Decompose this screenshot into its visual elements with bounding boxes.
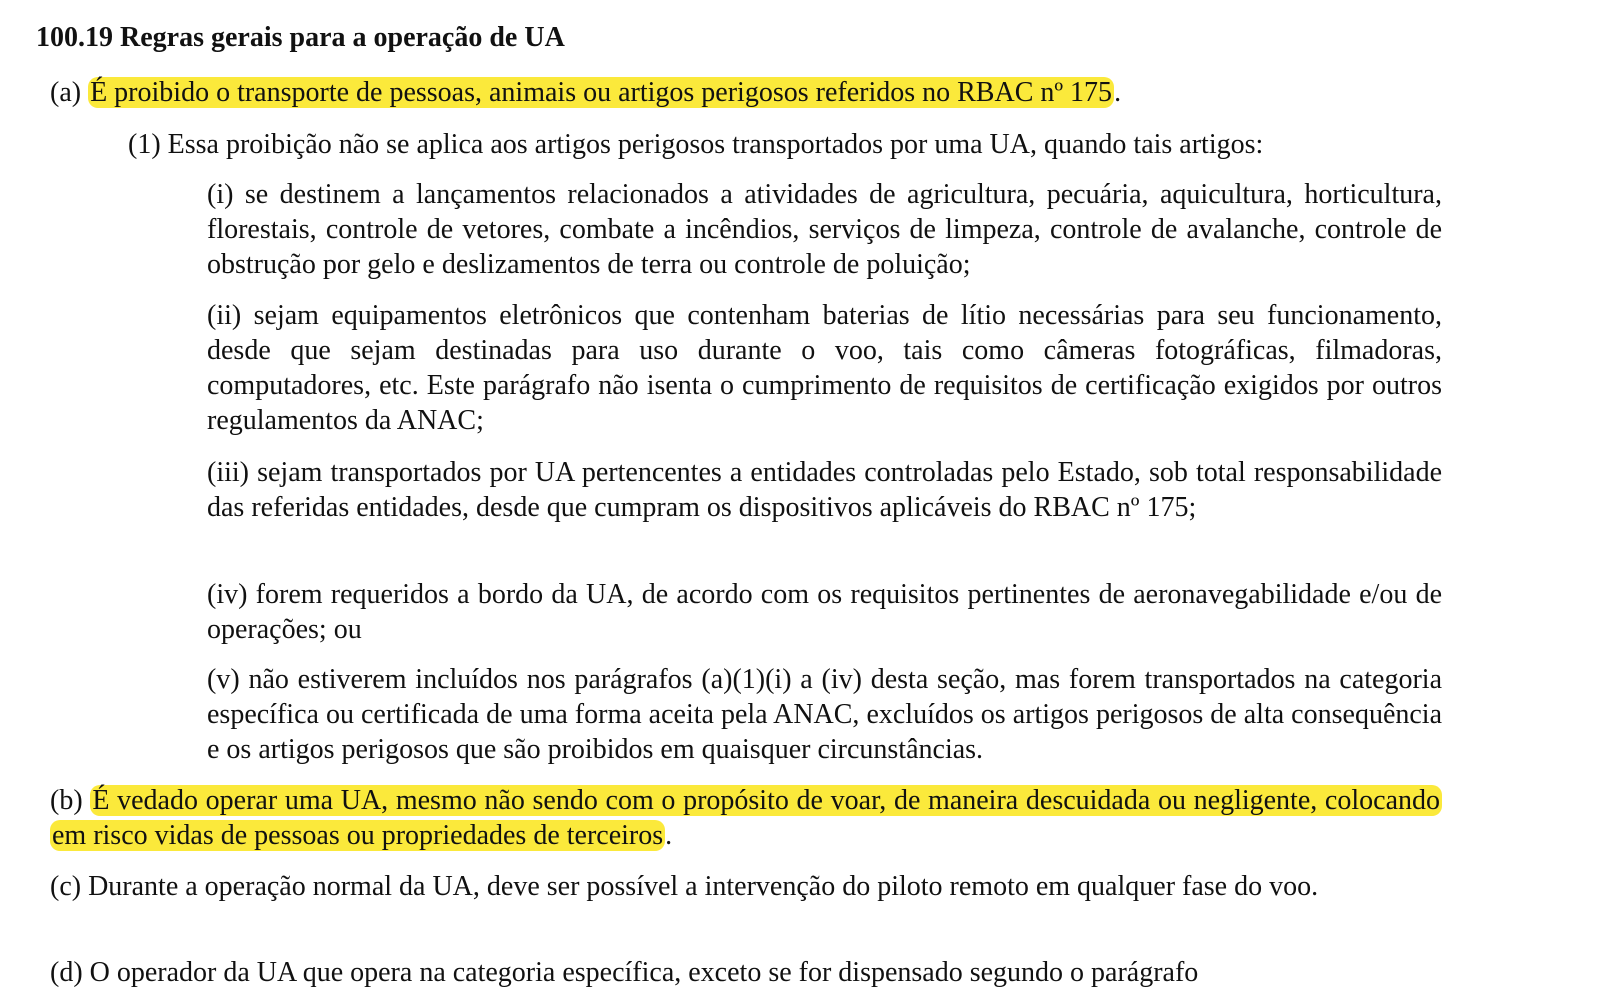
paragraph-text: sejam transportados por UA pertencentes a entidades controladas pelo Estado, sob total responsabilidade das referidas entidades, desde que cumpram os dispositivos aplicáveis do RBAC nº 175; (207, 457, 1442, 523)
paragraph-a-1 (128, 127, 1448, 162)
paragraph-label: (1) (128, 129, 161, 160)
paragraph-label: (iii) (207, 457, 249, 488)
paragraph-b (50, 783, 1442, 853)
paragraph-text: O operador da UA que opera na categoria específica, exceto se for dispensado segundo o parágrafo (89, 957, 1199, 988)
paragraph-label: (iv) (207, 579, 248, 610)
section-heading: 100.19 Regras gerais para a operação de UA (36, 22, 565, 53)
paragraph-tail: . (1114, 77, 1122, 108)
paragraph-text: se destinem a lançamentos relacionados a atividades de agricultura, pecuária, aquicultura, horticultura, florestais, controle de vetores, combate a incêndios, serviços de limpeza, controle de avalanche, controle de obstrução por gelo e deslizamentos de terra ou controle de poluição; (207, 179, 1442, 280)
paragraph-d (50, 955, 1442, 990)
paragraph-label: (i) (207, 179, 234, 210)
paragraph-label: (c) (50, 871, 82, 902)
paragraph-a-1-iii (207, 455, 1442, 525)
paragraph-label: (b) (50, 785, 83, 816)
paragraph-text: forem requeridos a bordo da UA, de acordo com os requisitos pertinentes de aeronavegabilidade e/ou de operações; ou (207, 579, 1442, 645)
paragraph-a-1-i (207, 177, 1442, 282)
paragraph-tail: . (665, 820, 673, 851)
paragraph-label: (ii) (207, 300, 242, 331)
highlighted-text: É proibido o transporte de pessoas, animais ou artigos perigosos referidos no RBAC nº 175 (90, 77, 1113, 108)
paragraph-label: (d) (50, 957, 83, 988)
paragraph-label: (a) (50, 77, 82, 108)
highlighted-text: É vedado operar uma UA, mesmo não sendo com o propósito de voar, de maneira descuidada ou negligente, colocando em risco vidas de pessoas ou propriedades de terceiros (52, 785, 1440, 851)
paragraph-a (50, 75, 1450, 110)
paragraph-label: (v) (207, 664, 240, 695)
paragraph-c (50, 869, 1442, 904)
paragraph-text: Essa proibição não se aplica aos artigos perigosos transportados por uma UA, quando tais artigos: (167, 129, 1264, 160)
paragraph-text: sejam equipamentos eletrônicos que contenham baterias de lítio necessárias para seu funcionamento, desde que sejam destinadas para uso durante o voo, tais como câmeras fotográficas, filmadoras, computadores, etc. Este parágrafo não isenta o cumprimento de requisitos de certificação exigidos por outros regulamentos da ANAC; (207, 300, 1442, 436)
paragraph-a-1-v (207, 662, 1442, 767)
paragraph-text: Durante a operação normal da UA, deve ser possível a intervenção do piloto remoto em qualquer fase do voo. (88, 871, 1319, 902)
paragraph-text: não estiverem incluídos nos parágrafos (a)(1)(i) a (iv) desta seção, mas forem transportados na categoria específica ou certificada de uma forma aceita pela ANAC, excluídos os artigos perigosos de alta consequência e os artigos perigosos que são proibidos em quaisquer circunstâncias. (207, 664, 1442, 765)
paragraph-a-1-ii (207, 298, 1442, 438)
paragraph-a-1-iv (207, 577, 1442, 647)
